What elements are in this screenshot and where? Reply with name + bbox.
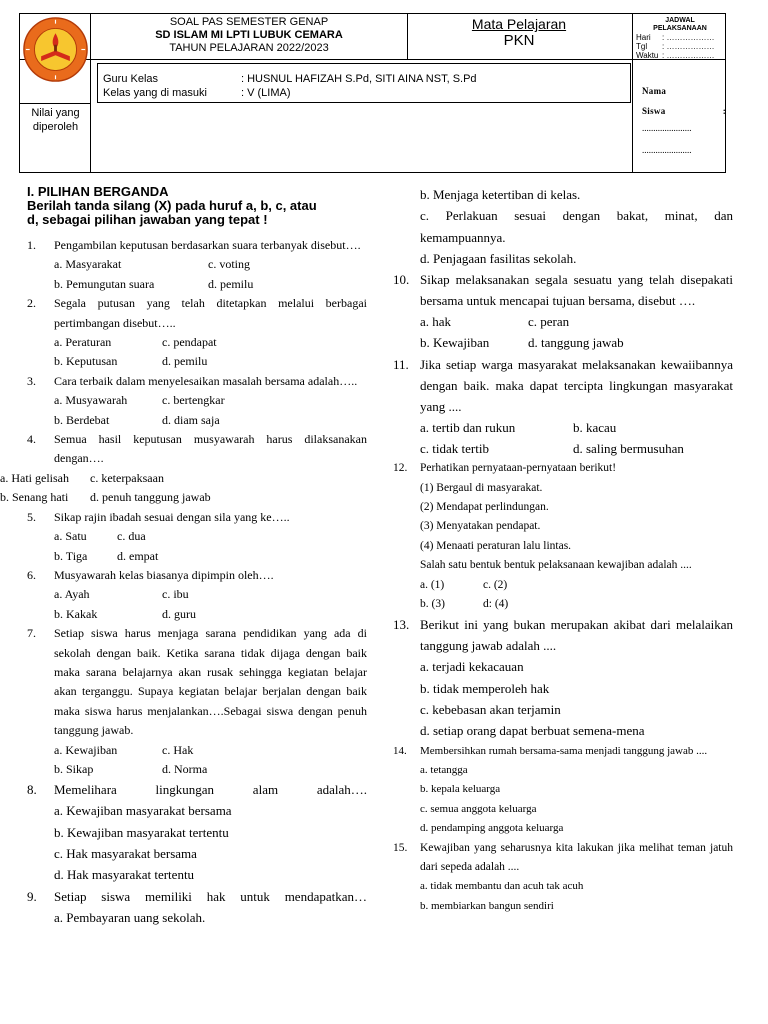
option-row — [393, 780, 733, 799]
option-row — [393, 877, 733, 896]
option-row — [0, 469, 367, 488]
student-name-field[interactable]: ...................... — [642, 123, 692, 133]
statement-row: (1) Bergaul di masyarakat. — [420, 481, 543, 494]
schedule-field[interactable]: : ……………… — [662, 42, 715, 51]
option-row — [393, 184, 733, 205]
schedule-field[interactable]: : ……………… — [662, 33, 715, 42]
section-instruction: Berilah tanda silang (X) pada huruf a, b, c, atau d, sebagai pilihan jawaban yang tepat ! — [27, 198, 317, 227]
statement-row: (4) Menaati peraturan lalu lintas. — [420, 539, 572, 552]
question-item: 15. Kewajiban yang seharusnya kita lakukan jika melihat teman jatuh dari sepeda adalah .... — [393, 841, 733, 873]
option-row — [393, 699, 733, 720]
option-row — [27, 760, 367, 779]
answer-option[interactable]: c. peran — [528, 314, 570, 330]
answer-option[interactable]: c. dua — [117, 529, 146, 544]
schedule-box — [634, 17, 726, 60]
option-row — [393, 897, 733, 916]
question-item: 1. Pengambilan keputusan berdasarkan suara terbanyak disebut…. — [27, 238, 361, 252]
answer-option[interactable]: d. pendamping anggota keluarga — [420, 822, 564, 835]
question-item: 2. Segala putusan yang telah ditetapkan melalui berbagai pertimbangan disebut….. — [27, 296, 367, 330]
schedule-row: Hari : ……………… — [636, 33, 715, 42]
answer-option[interactable]: c. ibu — [162, 587, 189, 602]
answer-option[interactable]: a. (1) — [420, 578, 445, 591]
answer-option[interactable]: a. tidak membantu dan acuh tak acuh — [420, 880, 584, 893]
option-row — [393, 417, 733, 438]
answer-option[interactable]: d. guru — [162, 606, 196, 621]
option-row — [27, 333, 367, 352]
option-row — [27, 275, 367, 294]
answer-option[interactable]: c. kebebasan akan terjamin — [420, 702, 561, 717]
option-row — [27, 391, 367, 410]
question-item: 14. Membersihkan rumah bersama-sama menjadi tanggung jawab .... — [393, 744, 708, 757]
answer-option[interactable]: d. Hak masyarakat tertentu — [54, 867, 195, 883]
teacher-box — [97, 63, 631, 103]
subject-value: PKN — [503, 32, 535, 49]
question-item: 3. Cara terbaik dalam menyelesaikan masalah bersama adalah….. — [27, 373, 358, 388]
right-column — [393, 184, 733, 916]
question-item: 12. Perhatikan pernyataan-pernyataan berikut! — [393, 462, 617, 475]
answer-option[interactable]: b. Menjaga ketertiban di kelas. — [420, 187, 581, 202]
answer-option[interactable]: a. Kewajiban — [54, 742, 118, 757]
answer-option[interactable]: c. Hak — [162, 742, 194, 757]
subject-box — [408, 16, 630, 49]
school-name: SD ISLAM MI LPTI LUBUK CEMARA — [155, 29, 343, 41]
answer-option[interactable]: c. keterpaksaan — [90, 470, 164, 485]
option-row — [27, 352, 367, 371]
answer-option[interactable]: c. tidak tertib — [420, 441, 489, 457]
question-item: 9. Setiap siswa memiliki hak untuk mendapatkan… — [27, 888, 367, 904]
question-item: 8. Memelihara lingkungan alam adalah…. — [27, 782, 367, 798]
schedule-field[interactable]: : ……………… — [662, 51, 715, 60]
answer-option[interactable]: d. Penjagaan fasilitas sekolah. — [420, 250, 577, 266]
student-name-field[interactable]: ...................... — [642, 145, 692, 155]
answer-option[interactable]: b. Kakak — [54, 606, 98, 621]
option-row — [393, 205, 733, 248]
exam-header — [19, 13, 726, 173]
teacher-row: Guru Kelas : HUSNUL HAFIZAH S.Pd, SITI AINA NST, S.Pd — [103, 73, 477, 85]
question-item: 4. Semua hasil keputusan musyawarah harus dilaksanakan dengan…. — [27, 432, 367, 466]
option-row — [393, 720, 733, 741]
answer-option[interactable]: c. Hak masyarakat bersama — [54, 845, 197, 861]
class-row: Kelas yang di masuki : V (LIMA) — [103, 87, 291, 99]
exam-title: SOAL PAS SEMESTER GENAP — [169, 16, 329, 28]
answer-option[interactable]: a. Peraturan — [54, 335, 112, 350]
option-row — [393, 248, 733, 269]
option-row — [393, 761, 733, 780]
option-row — [27, 843, 367, 864]
question-item: 7. Setiap siswa harus menjaga sarana pendidikan yang ada di sekolah dengan baik. Ketika sarana tidak dijaga dengan baik maka sarana belajarnya akan rusak sehingga kegiatan belajar akan terganggu. Supaya kegiatan belajar berjalan dengan baik maka siswa harus menjalankan….Sebagai siswa dengan penuh tanggung jawab. — [27, 626, 367, 738]
question-item: 10. Sikap melaksanakan segala sesuatu yang telah disepakati bersama untuk mencapai tujuan bersama, disebut …. — [393, 272, 733, 309]
answer-option[interactable]: a. hak — [420, 314, 452, 330]
divider — [20, 59, 725, 60]
answer-option[interactable]: c. voting — [208, 257, 250, 272]
answer-option[interactable]: d. saling bermusuhan — [573, 441, 684, 457]
option-row — [393, 332, 733, 353]
option-row — [27, 255, 367, 274]
option-row — [27, 585, 367, 604]
option-row — [27, 411, 367, 430]
subject-label: Mata Pelajaran — [471, 16, 567, 32]
answer-option[interactable]: b. Kewajiban masyarakat tertentu — [54, 824, 229, 840]
answer-option[interactable]: b. Keputusan — [54, 354, 118, 369]
school-info — [92, 16, 406, 55]
answer-option[interactable]: d. setiap orang dapat berbuat semena-mena — [420, 723, 645, 739]
answer-option[interactable]: d. penuh tanggung jawab — [90, 490, 211, 505]
answer-option[interactable]: a. Hati gelisah — [0, 470, 69, 485]
student-name-box — [642, 86, 726, 156]
answer-option[interactable]: b. kacau — [573, 419, 617, 435]
question-item: 6. Musyawarah kelas biasanya dipimpin oleh…. — [27, 567, 274, 582]
answer-option[interactable]: b. Senang hati — [0, 490, 69, 505]
answer-option[interactable]: d. empat — [117, 548, 159, 563]
answer-option[interactable]: c. Perlakuan sesuai dengan bakat, minat, dan kemampuannya. — [420, 208, 733, 245]
answer-option[interactable]: c. pendapat — [162, 335, 217, 350]
answer-option[interactable]: a. Satu — [54, 529, 87, 544]
answer-option[interactable]: a. tetangga — [420, 764, 468, 776]
option-row — [27, 527, 367, 546]
student-label: Siswa : — [642, 106, 726, 116]
answer-option[interactable]: a. terjadi kekacauan — [420, 659, 524, 675]
answer-option[interactable]: a. Kewajiban masyarakat bersama — [54, 803, 232, 819]
schedule-row: Tgl : ……………… — [636, 42, 715, 51]
option-row — [393, 311, 733, 332]
option-row — [393, 678, 733, 699]
answer-option[interactable]: d. pemilu — [208, 276, 254, 291]
statement-row: (2) Mendapat perlindungan. — [420, 501, 549, 514]
answer-option[interactable]: b. (3) — [420, 598, 445, 610]
answer-option[interactable]: d. tanggung jawab — [528, 335, 624, 351]
answer-option[interactable]: b. Pemungutan suara — [54, 276, 155, 291]
answer-option[interactable]: c. (2) — [483, 578, 508, 591]
answer-option[interactable]: d. pemilu — [162, 354, 208, 369]
option-row — [27, 907, 367, 928]
answer-option[interactable]: d: (4) — [483, 598, 509, 610]
option-row — [393, 438, 733, 459]
section-title: I. PILIHAN BERGANDA — [27, 184, 169, 199]
option-row — [27, 741, 367, 760]
answer-option[interactable]: c. bertengkar — [162, 393, 225, 408]
option-row — [393, 819, 733, 838]
answer-option[interactable]: a. Ayah — [54, 587, 90, 602]
question-item: 11. Jika setiap warga masyarakat melaksanakan kewaiibannya dengan baik. maka dapat tercipta lingkungan masyarakat yang .... — [393, 356, 733, 414]
option-row — [393, 656, 733, 677]
question-item: 13. Berikut ini yang bukan merupakan akibat dari melalaikan tanggung jawab adalah .... — [393, 617, 733, 654]
answer-option[interactable]: d. diam saja — [162, 412, 220, 427]
divider — [90, 14, 91, 172]
statement-row: (3) Menyatakan pendapat. — [420, 520, 541, 533]
option-row — [27, 800, 367, 821]
answer-option[interactable]: d. Norma — [162, 761, 208, 776]
option-row — [0, 488, 367, 507]
option-row — [27, 864, 367, 885]
left-column — [0, 184, 367, 928]
school-year: TAHUN PELAJARAN 2022/2023 — [169, 42, 329, 54]
question-text: Salah satu bentuk bentuk pelaksanaan kewajiban adalah .... — [420, 559, 692, 572]
option-row — [393, 800, 733, 819]
divider — [20, 103, 90, 104]
option-row — [393, 595, 733, 614]
question-item: 5. Sikap rajin ibadah sesuai dengan sila yang ke….. — [27, 509, 290, 524]
answer-option[interactable]: b. kepala keluarga — [420, 783, 501, 796]
answer-option[interactable]: a. Pembayaran uang sekolah. — [54, 909, 206, 925]
answer-option[interactable]: b. tidak memperoleh hak — [420, 680, 550, 696]
answer-option[interactable]: b. membiarkan bangun sendiri — [420, 899, 554, 912]
answer-option[interactable]: a. Masyarakat — [54, 257, 122, 272]
answer-option[interactable]: a. Musyawarah — [54, 393, 128, 408]
schedule-row: Waktu : ……………… — [636, 51, 715, 60]
schedule-title: JADWAL — [665, 17, 695, 24]
school-logo — [22, 16, 89, 83]
name-label: Nama — [642, 86, 667, 96]
option-row — [27, 822, 367, 843]
answer-option[interactable]: b. Tiga — [54, 548, 88, 563]
answer-option[interactable]: c. semua anggota keluarga — [420, 802, 537, 815]
score-label: Nilai yang diperoleh — [31, 107, 80, 133]
answer-option[interactable]: b. Berdebat — [54, 412, 110, 427]
schedule-title: PELAKSANAAN — [653, 25, 707, 32]
option-row — [393, 576, 733, 595]
answer-option[interactable]: a. tertib dan rukun — [420, 419, 516, 435]
divider — [632, 14, 633, 172]
answer-option[interactable]: b. Kewajiban — [420, 335, 490, 351]
option-row — [27, 547, 367, 566]
option-row — [27, 605, 367, 624]
answer-option[interactable]: b. Sikap — [54, 761, 94, 776]
